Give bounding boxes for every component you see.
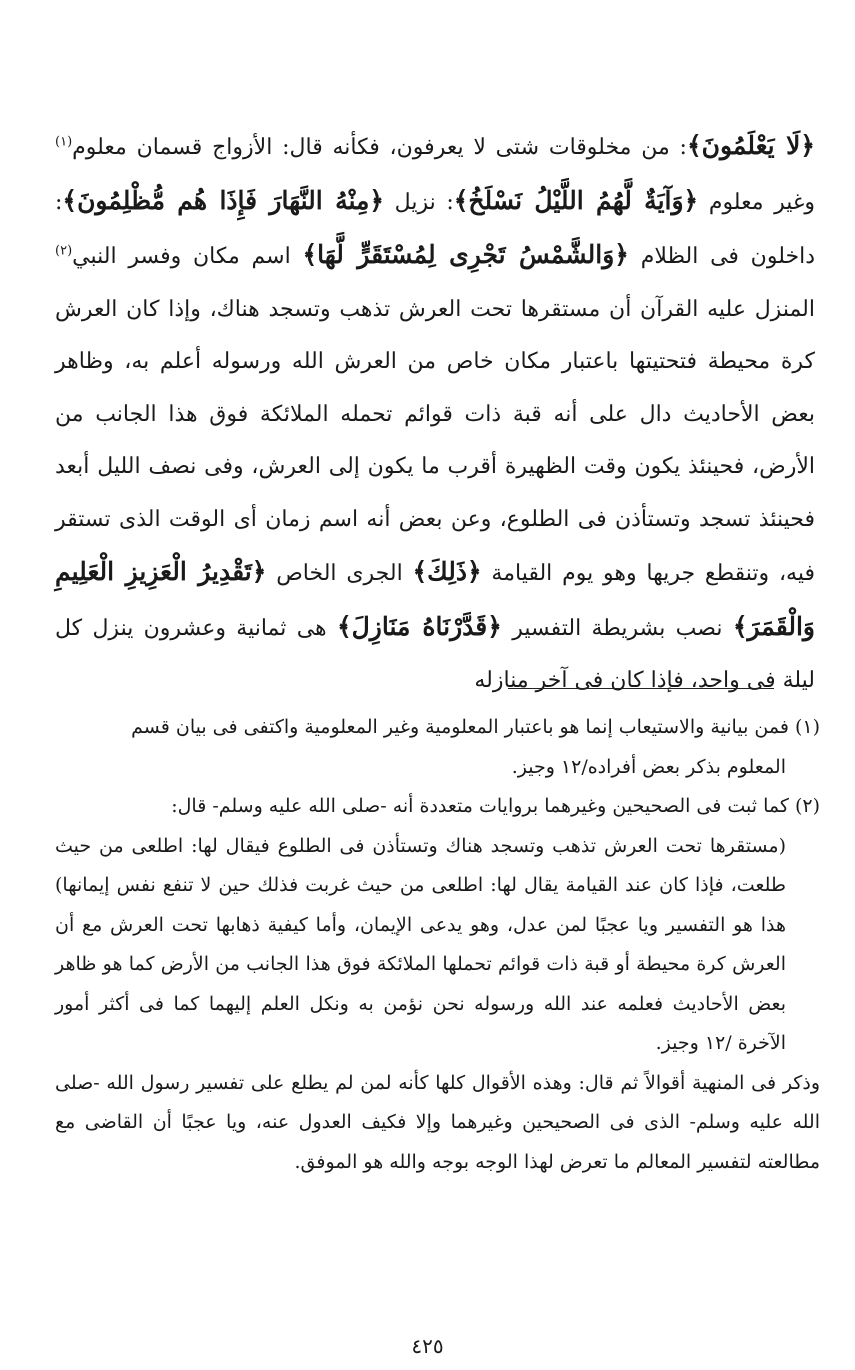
commentary-text: وغير معلوم (698, 189, 816, 215)
quran-quote: ﴿ذَلِكَ﴾ (412, 557, 482, 586)
commentary-text: الجرى الخاص (266, 561, 413, 586)
quran-quote: ﴿لَا يَعْلَمُونَ﴾ (686, 131, 816, 160)
footnote-ref: (٢) (55, 243, 73, 259)
quran-quote: ﴿قَدَّرْنَاهُ مَنَازِلَ﴾ (336, 611, 502, 641)
footnote-continuation: (مستقرها تحت العرش تذهب وتسجد هناك وتستأذن فى الطلوع فيقال لها: اطلعى من حيث طلعت، فإذا كان عند القيامة يقال لها: اطلعى من حيث غربت فذلك حين لا تنفع نفس إيمانها) هذا هو التفسير ويا عجبًا لمن عدل، وهو يدعى الإيمان، وأما كيفية ذهابها تحت العرش مع أن العرش كرة محيطة أو قبة ذات قوائم تحملها الملائكة فوق هذا الجانب من الأرض كما هو ظاهر بعض الأحاديث فعلمه عند الله ورسوله نحن نؤمن به ونكل العلم إليهما كما فى أكثر أمور الآخرة /١٢ وجيز. (55, 834, 786, 1054)
quran-quote: ﴿وَآيَةٌ لَّهُمُ اللَّيْلُ نَسْلَخُ﴾ (453, 185, 699, 215)
footnote-2 (55, 787, 820, 1064)
footnote-number: (١) (794, 716, 820, 738)
quran-quote: ﴿تَقْدِيرُ الْعَزِيزِ الْعَلِيمِ وَالْقَمَرَ﴾ (55, 557, 815, 641)
commentary-text: : من مخلوقات شتى لا يعرفون، فكأنه قال: الأزواج قسمان معلوم (72, 135, 687, 160)
commentary-text: : نزيل (384, 189, 454, 215)
main-text (55, 120, 815, 708)
footnote-number: (٢) (794, 795, 820, 817)
commentary-text: هى ثمانية وعشرون ينزل كل ليلة فى واحد، فإذا كان فى آخر منازله (55, 615, 815, 693)
footnote-divider (508, 688, 774, 689)
commentary-text: اسم مكان وفسر النبي (72, 244, 303, 269)
quran-quote: ﴿مِنْهُ النَّهَارَ فَإِذَا هُم مُّظْلِمُونَ﴾ (62, 185, 385, 215)
footnote-text: فمن بيانية والاستيعاب إنما هو باعتبار المعلومية وغير المعلومية واكتفى فى بيان قسم (131, 716, 789, 738)
page-number: ٤٢٥ (411, 1334, 444, 1358)
commentary-text: نصب بشريطة التفسير (501, 615, 733, 641)
commentary-text: : داخلون فى الظلام (55, 189, 815, 269)
footnote-continuation: المعلوم بذكر بعض أفراده/١٢ وجيز. (511, 755, 786, 778)
quran-quote: ﴿وَالشَّمْسُ تَجْرِى لِمُسْتَقَرٍّ لَّهَا﴾ (302, 240, 629, 269)
footnote-1 (55, 708, 820, 787)
footnote-ref: (١) (55, 134, 73, 150)
footnote-text: كما ثبت فى الصحيحين وغيرهما بروايات متعددة أنه -صلى الله عليه وسلم- قال: (171, 795, 789, 817)
closing-note: وذكر فى المنهية أقوالاً ثم قال: وهذه الأقوال كلها كأنه لمن لم يطلع على تفسير رسول الله -صلى الله عليه وسلم- الذى فى الصحيحين وغيرهما وإلا فكيف العدول عنه، ويا عجبًا أن القاضى مع مطالعته لتفسير المعالم ما تعرض لهذا الوجه بوجه والله هو الموفق. (55, 1071, 820, 1173)
footnotes (55, 708, 820, 1182)
commentary-text: المنزل عليه القرآن أن مستقرها تحت العرش تذهب وتسجد هناك، وإذا كان العرش كرة محيطة فتحتيتها باعتبار مكان خاص من العرش الله ورسوله أعلم به، وظاهر بعض الأحاديث دال على أنه قبة ذات قوائم تحمله الملائكة فوق هذا الجانب من الأرض، فحينئذ يكون وقت الظهيرة أقرب ما يكون إلى العرش، وفى نصف الليل أبعد فحينئذ تسجد وتستأذن فى الطلوع، وعن بعض أنه اسم زمان أى الوقت الذى تستقر فيه، وتنقطع جريها وهو يوم القيامة (55, 296, 815, 586)
main-paragraph (55, 120, 815, 708)
